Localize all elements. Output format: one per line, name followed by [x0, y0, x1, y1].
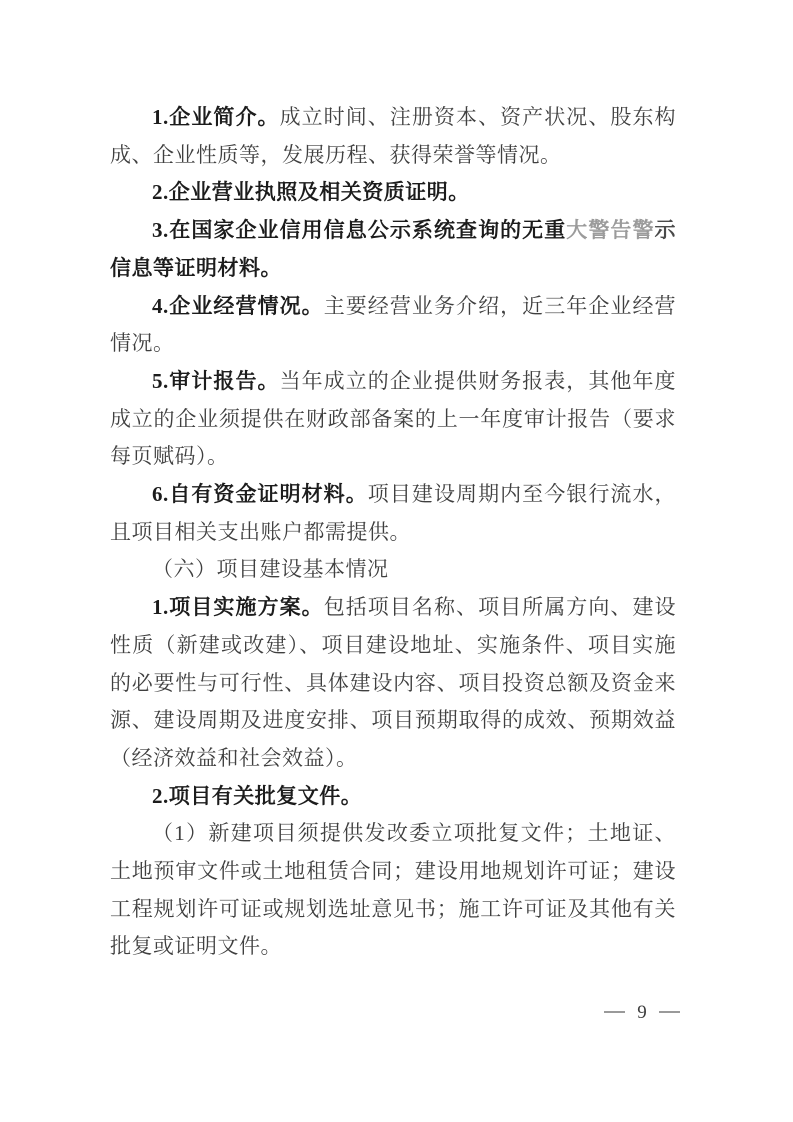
page-number-dash-right — [659, 1011, 680, 1013]
text-run: 成立的企业须提供在财政部备案的上一年度审计报告（要求 — [110, 406, 676, 431]
text-run: 大警告警 — [566, 218, 655, 243]
text-run: 情况。 — [110, 331, 175, 356]
text-line — [110, 778, 676, 816]
text-run: 批复或证明文件。 — [110, 934, 282, 959]
text-run: 土地预审文件或土地租赁合同；建设用地规划许可证；建设 — [110, 859, 676, 884]
text-line — [110, 250, 676, 288]
text-line — [110, 740, 676, 778]
text-line — [110, 891, 676, 929]
text-line — [110, 627, 676, 665]
text-line — [110, 815, 676, 853]
text-run: 项目建设周期内至今银行流水， — [367, 482, 677, 507]
text-run: 源、建设周期及进度安排、项目预期取得的成效、预期效益 — [110, 708, 676, 733]
text-run: 1.企业简介。 — [152, 105, 280, 129]
text-run: 的必要性与可行性、具体建设内容、项目投资总额及资金来 — [110, 670, 676, 695]
text-line — [110, 137, 676, 175]
text-line — [110, 589, 676, 627]
text-run: （六）项目建设基本情况 — [152, 557, 389, 582]
text-run: 1.项目实施方案。 — [152, 595, 324, 620]
text-line — [110, 401, 676, 439]
text-line — [110, 928, 676, 966]
text-run: 且项目相关支出账户都需提供。 — [110, 519, 411, 544]
text-run: 包括项目名称、项目所属方向、建设 — [323, 595, 677, 620]
text-line — [110, 212, 676, 250]
text-run: 主要经营业务介绍，近三年企业经营 — [323, 293, 677, 318]
text-run: 每页赋码）。 — [110, 444, 229, 469]
text-line — [110, 514, 676, 552]
text-run: 2.项目有关批复文件。 — [152, 783, 363, 808]
text-line — [110, 665, 676, 703]
text-run: 工程规划许可证或规划选址意见书；施工许可证及其他有关 — [110, 896, 676, 921]
text-run: （1）新建项目须提供发改委立项批复文件；土地证、 — [152, 821, 676, 846]
text-run: 当年成立的企业提供财务报表，其他年度 — [279, 368, 677, 393]
text-run: 5.审计报告。 — [152, 368, 280, 393]
text-line — [110, 551, 676, 589]
text-line — [110, 702, 676, 740]
page-number-value: 9 — [637, 1001, 647, 1023]
text-run: 信息等证明材料。 — [110, 255, 282, 280]
text-run: 2.企业营业执照及相关资质证明。 — [152, 180, 470, 205]
text-line — [110, 288, 676, 326]
page-number — [604, 1000, 680, 1024]
page-number-dash-left — [604, 1011, 625, 1013]
document-body — [110, 99, 676, 966]
text-run: 3.在国家企业信用信息公示系统查询的无重 — [152, 218, 567, 243]
text-run: （经济效益和社会效益）。 — [110, 745, 358, 770]
text-run: 成立时间、注册资本、资产状况、股东构 — [279, 105, 677, 129]
text-run: 成、企业性质等，发展历程、获得荣誉等情况。 — [110, 142, 562, 167]
text-line — [110, 853, 676, 891]
text-line — [110, 363, 676, 401]
text-line — [110, 325, 676, 363]
text-line — [110, 99, 676, 137]
text-run: 性质（新建或改建）、项目建设地址、实施条件、项目实施 — [110, 632, 676, 657]
text-line — [110, 438, 676, 476]
text-line — [110, 476, 676, 514]
text-run: 示 — [654, 218, 676, 243]
text-run: 6.自有资金证明材料。 — [152, 482, 368, 507]
text-run: 4.企业经营情况。 — [152, 293, 324, 318]
text-line — [110, 174, 676, 212]
